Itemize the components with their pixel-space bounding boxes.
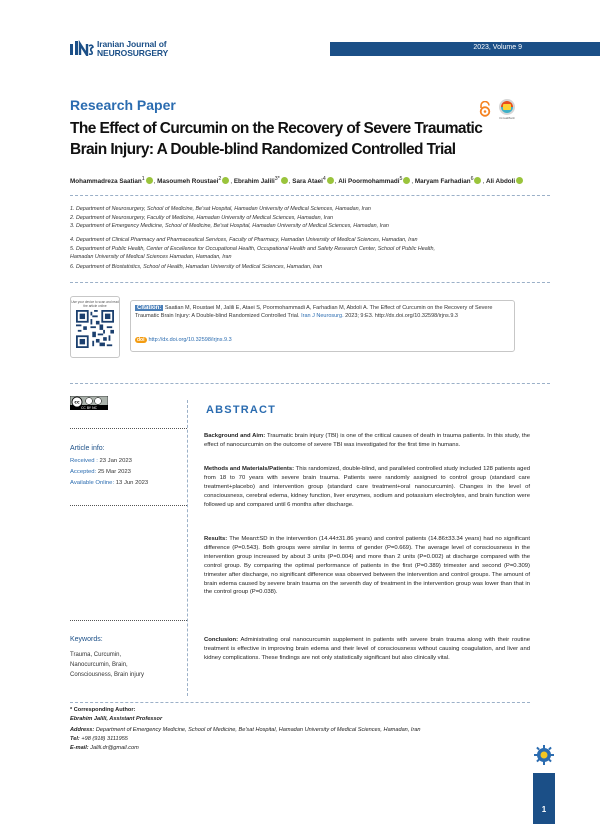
citation-tail: 2023; 9:E3. http://dx.doi.org/10.32598/irjns.9.3 [345, 313, 458, 320]
orcid-icon[interactable] [327, 177, 334, 184]
cc-license-icon[interactable] [70, 396, 108, 410]
tel-text: +98 (918) 3111955 [81, 736, 128, 742]
author: Ali Abdoli [485, 178, 516, 186]
online-row [70, 478, 148, 489]
corresponding-name-text: Ebrahim Jalili, Assistant Professor [70, 716, 163, 722]
author-sup: 1 [141, 176, 145, 182]
affiliation: 3. Department of Emergency Medicine, School of Medicine, Be'sat Hospital, Hamadan University of Medical Sciences, Hamadan, Iran [70, 223, 389, 229]
orcid-icon[interactable] [403, 177, 410, 184]
orcid-icon[interactable] [146, 177, 153, 184]
title-line1: The Effect of Curcumin on the Recovery of Severe Traumatic [70, 120, 483, 137]
abstract-results [204, 535, 530, 597]
article-info-heading: Article info: [70, 445, 105, 452]
corresponding-heading [70, 706, 540, 715]
keywords-heading: Keywords: [70, 636, 103, 643]
header-bar [330, 42, 600, 56]
citation-body: Saatian M, Roustaei M, Jalili E, Ataei S, Poormohammadi A, Farhadian M, Abdoli A. The Effect of Curcumin on the Recovery of Severe Traumatic Brain Injury: A Double-blind Randomized Controlled Trial. [135, 305, 493, 320]
page-number: 1 [541, 805, 547, 814]
results-label: Results: [204, 536, 228, 542]
qr-code-icon[interactable] [76, 310, 114, 348]
page-tab [533, 773, 555, 824]
paper-title [70, 118, 490, 160]
title-line2: Brain Injury: A Double-blind Randomized Controlled Trial [70, 141, 456, 158]
author: Sara Ataei [292, 178, 323, 186]
column-divider [187, 400, 188, 696]
doi-link[interactable]: http://dx.doi.org/10.32598/irjns.9.3 [148, 337, 232, 343]
open-access-icon[interactable] [478, 101, 492, 117]
citation-label: Citation: [137, 305, 162, 311]
journal-logo [70, 38, 190, 58]
divider [70, 702, 530, 703]
orcid-icon[interactable] [281, 177, 288, 184]
accepted-date: 25 Mar 2023 [97, 469, 131, 475]
svg-text:cc: cc [74, 400, 80, 406]
email-label: E-mail: [70, 745, 89, 751]
corresponding-name [70, 715, 540, 724]
orcid-icon[interactable] [516, 177, 523, 184]
accepted-label: Accepted: [70, 469, 97, 475]
abstract-heading: ABSTRACT [206, 404, 277, 416]
svg-text:CrossMark: CrossMark [499, 116, 515, 120]
author-sup: 5 [399, 176, 403, 182]
email-text[interactable]: Jalili.dr@gmail.com [90, 745, 139, 751]
citation-journal: Iran J Neurosurg. [301, 313, 344, 320]
keyword-line: Consciousness, Brain injury [70, 672, 145, 678]
journal-emblem-icon [534, 745, 554, 765]
corresponding-tel [70, 735, 540, 744]
address-text: Department of Emergency Medicine, School of Medicine, Be'sat Hospital, Hamadan University of Medical Sciences, Hamadan, Iran [95, 727, 421, 733]
dotted-divider [70, 428, 187, 429]
orcid-icon[interactable] [474, 177, 481, 184]
background-label: Background and Aim: [204, 433, 266, 439]
online-label: Available Online: [70, 480, 115, 486]
cc-badge-text: CC BY NC [80, 406, 98, 410]
author-sup: 3* [274, 176, 280, 182]
author-sup: 4 [322, 176, 326, 182]
affiliation: 2. Department of Neurosurgery, Faculty of Medicine, Hamadan University of Medical Sciences, Hamadan, Iran [70, 214, 333, 221]
corresponding-email [70, 744, 540, 753]
dotted-divider [70, 505, 187, 506]
author: Mohammadreza Saatian [70, 178, 142, 186]
author-sup: 6 [470, 176, 474, 182]
doi-icon: doi [137, 337, 145, 343]
citation-text [135, 304, 507, 321]
affiliation: 1. Department of Neurosurgery, School of Medicine, Be'sat Hospital, Hamadan University of Medical Sciences, Hamadan, Iran [70, 206, 371, 212]
abstract-methods [204, 465, 530, 510]
affiliation: 4. Department of Clinical Pharmacy and Pharmaceutical Services, Faculty of Pharmacy, Hamadan University of Medical Sciences, Hamadan, Iran [70, 237, 418, 243]
author: Ali Poormohammadi [338, 178, 400, 186]
received-row [70, 456, 132, 467]
divider [70, 195, 550, 196]
author-list: Mohammadreza Saatian$^1$ , Masoumeh Roustaei$^2$ , Ebrahim Jalili$^{3*}$ , Sara Ataei$^4$ , Ali Poormohammadi$^5$ , Maryam Farhadian$^6$ , Ali Abdoli [70, 176, 540, 185]
keyword-line: Nanocurcumin, Brain, [70, 662, 128, 668]
received-label: Received : [70, 458, 98, 464]
doi-row [135, 337, 232, 343]
background-text: Traumatic brain injury (TBI) is one of the critical causes of death in trauma patients. In this study, the effect of nanocurcumin on the outcome of severe TBI was investigated for the first time in humans. [204, 433, 531, 448]
affiliation: 6. Department of Biostatistics, School of Health, Hamadan University of Medical Sciences, Hamadan, Iran [70, 264, 323, 270]
methods-text: This randomized, double-blind, and paralleled controlled study included 128 patients aged from 18 to 70 years with severe brain trauma. Patients were randomly assigned to control group (standard care treatment+placebo) and intervention group (standard care treatment+oral nanocurcumin). Changes in the level of consciousness, cerebral edema, kidney function, liver enzymes, sodium and potassium electrolytes, and brain function were followed up and compared until 6 months after discharge. [204, 466, 530, 508]
author: Maryam Farhadian [414, 178, 471, 186]
abstract-conclusion [204, 636, 530, 663]
author: Ebrahim Jalili [233, 178, 275, 186]
tel-label: Tel: [70, 736, 80, 742]
affiliation: 5. Department of Public Health, Center of Excellence for Occupational Health, Occupational Health and Safety Research Center, School of Public Health, [70, 245, 435, 252]
corresponding-heading-text: * Corresponding Author: [70, 707, 136, 713]
results-text: The Mean±SD in the intervention (14.44±31.86 years) and control patients (14.86±33.34 years) had no significant difference (P=0.543). Both groups were similar in terms of gender (P=0.669). The average level of consciousness in the intervention group increased by about 3 units (P=0.004) and more than 2 units (P=0.002) at discharge compared with the control group. By comparing the optimal performance of patients in the first (P=0.389) trimester and second (P=0.309) trimester after discharge, no significant difference was observed between the intervention and control groups. The amount of brain edema caused by severe brain trauma on the seventh day of treatment in the intervention group was lower than that in the control group (P=0.038). [204, 536, 531, 596]
journal-name-line2: NEUROSURGERY [97, 48, 169, 58]
received-date: 23 Jan 2023 [99, 458, 132, 464]
crossmark-icon[interactable] [497, 98, 517, 120]
qr-panel [70, 296, 120, 358]
methods-label: Methods and Materials/Patients: [204, 466, 295, 472]
accepted-row [70, 467, 131, 478]
keyword-line: Trauma, Curcumin, [70, 652, 122, 658]
keywords-list [70, 650, 180, 680]
author: Masoumeh Roustaei [157, 178, 219, 186]
dotted-divider [70, 620, 187, 621]
divider [70, 383, 550, 384]
citation-box [130, 300, 515, 352]
year-volume: 2023, Volume 9 [473, 44, 522, 51]
author-sup: 2 [218, 176, 222, 182]
affiliation: Hamadan University of Medical Sciences Hamadan, Hamadan, Iran [70, 254, 232, 260]
journal-name-line1: Iranian Journal of [97, 39, 167, 49]
conclusion-label: Conclusion: [204, 637, 239, 643]
online-date: 13 Jun 2023 [115, 480, 149, 486]
address-label: Address: [70, 727, 95, 733]
corresponding-address [70, 726, 540, 735]
qr-caption: Use your device to scan and read the article online [71, 300, 119, 308]
divider [70, 282, 550, 283]
conclusion-text: Administrating oral nanocurcumin supplement in patients with severe brain trauma along with their routine treatment is effective in improving brain edema and their level of consciousness without causing coagulation, and liver and kidney complications. These findings are not only statistically significant but also clinically vital. [204, 637, 531, 661]
paper-type: Research Paper [70, 97, 176, 113]
journal-logo-icon [70, 40, 94, 56]
orcid-icon[interactable] [222, 177, 229, 184]
abstract-background [204, 432, 530, 450]
